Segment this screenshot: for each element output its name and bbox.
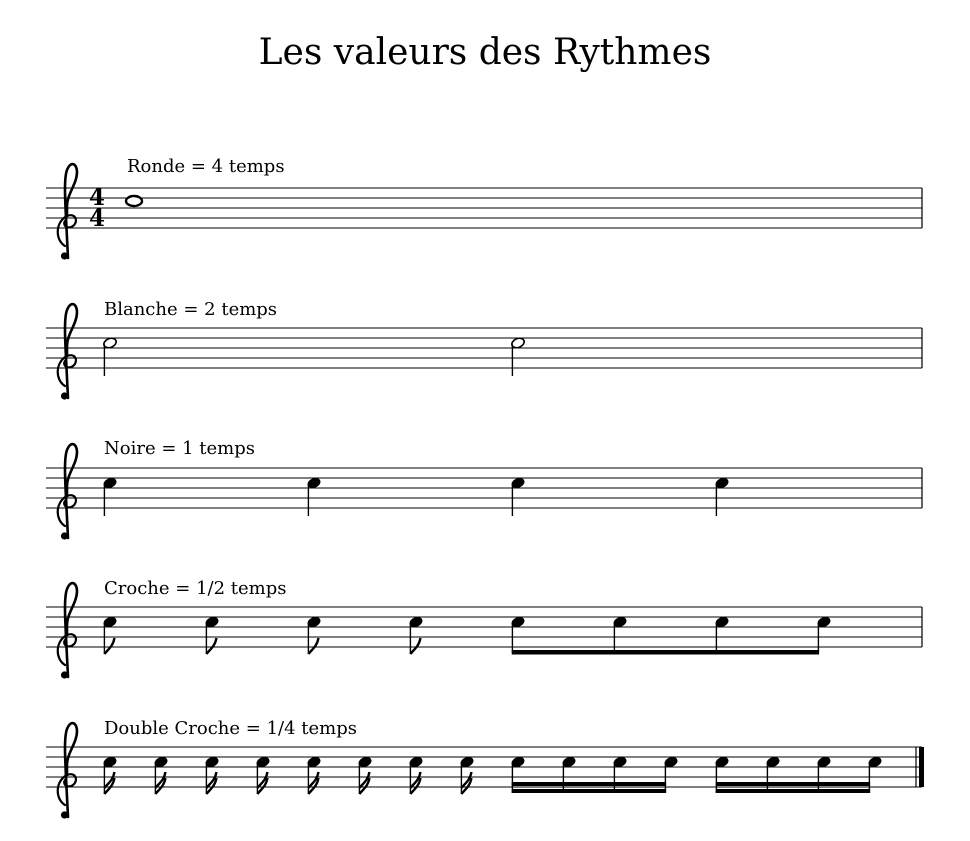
system-label-croche: Croche = 1/2 temps (104, 578, 287, 599)
system-label-noire: Noire = 1 temps (104, 438, 256, 459)
staff-2 (46, 304, 922, 400)
time-signature-numerator: 4 (88, 184, 106, 211)
treble-clef-icon (58, 164, 77, 260)
note-flag (308, 638, 318, 654)
beam (512, 650, 819, 655)
note-flag (206, 638, 216, 654)
time-signature-denominator: 4 (88, 205, 106, 232)
staff-4 (46, 583, 922, 679)
beam (512, 789, 666, 793)
system-label-blanche: Blanche = 2 temps (104, 299, 278, 320)
treble-clef-icon (58, 723, 77, 819)
staff-5 (46, 723, 924, 819)
beam (512, 782, 666, 786)
treble-clef-icon (58, 444, 77, 540)
system-label-ronde: Ronde = 4 temps (127, 156, 285, 177)
final-barline (919, 747, 924, 787)
staff-1 (46, 164, 922, 260)
staff-3 (46, 444, 922, 540)
note-flag (104, 638, 114, 654)
beam (716, 789, 870, 793)
treble-clef-icon (58, 583, 77, 679)
treble-clef-icon (58, 304, 77, 400)
page-title: Les valeurs des Rythmes (258, 32, 712, 73)
note-flag (410, 638, 420, 654)
system-label-double-croche: Double Croche = 1/4 temps (104, 718, 357, 739)
beam (716, 782, 870, 786)
